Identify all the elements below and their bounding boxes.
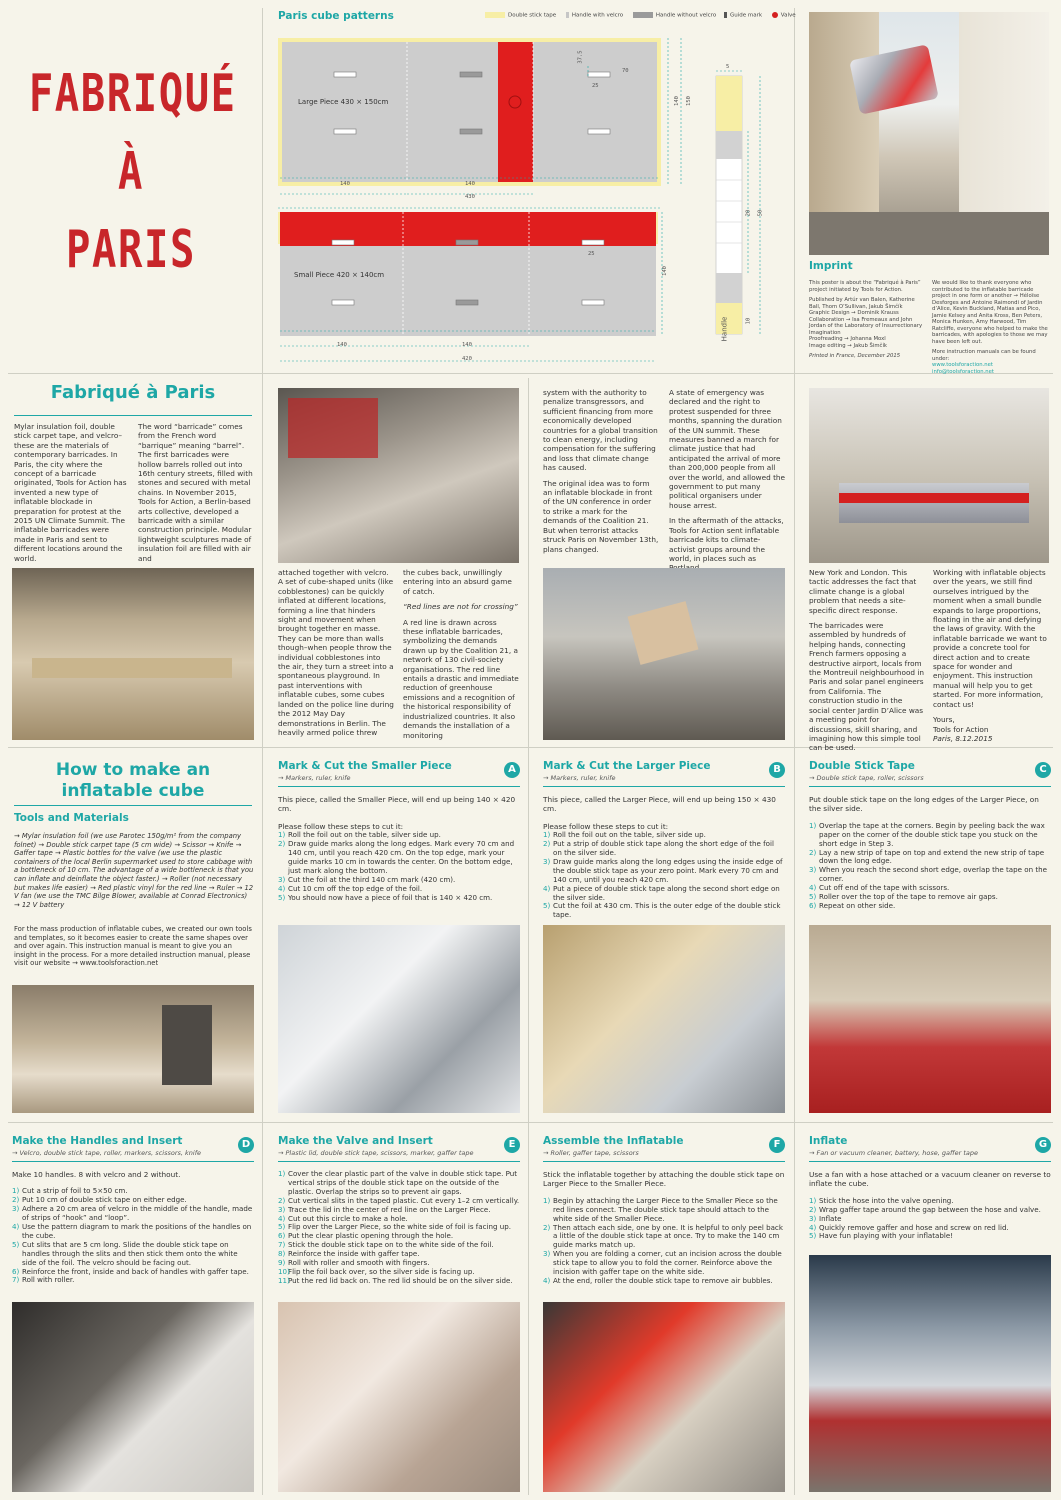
step-title: Double Stick Tape xyxy=(809,760,915,772)
large-piece-label: Large Piece 430 × 150cm xyxy=(298,98,389,106)
step-text: Use the pattern diagram to mark the positions of the handles on the cube. xyxy=(22,1222,252,1240)
dim-label: 140 xyxy=(337,342,347,348)
step-intro: This piece, called the Smaller Piece, will end up being 140 × 420 cm. xyxy=(278,795,516,814)
step-photo-e xyxy=(278,1302,520,1492)
imprint-left xyxy=(809,280,925,360)
large-piece xyxy=(282,42,657,182)
heading-rule xyxy=(543,786,785,787)
step-tools: → Velcro, double stick tape, roller, markers, scissors, knife xyxy=(12,1149,201,1157)
step-item xyxy=(278,840,520,876)
step-item xyxy=(809,1232,1051,1241)
step-list xyxy=(12,1187,254,1285)
small-piece xyxy=(280,246,656,336)
step-number: 6) xyxy=(278,1231,286,1241)
step-text: Put 10 cm of double stick tape on either edge. xyxy=(22,1195,187,1205)
step-badge: C xyxy=(1035,762,1051,778)
imprint-text: We would like to thank everyone who contributed to the inflatable barricade project in one form or another → Héloïse Desforges and Antoine Raimondi of Jardin d’Alice, Kevin Buckland, Matias and Pico, Jamie Kelsey and Anita Kross, Ben Peters, Monica Hunken, Amy Harwood, Tim Ratcliffe, everyone who helped to make the barricades, with apologies to those we may have been left out. xyxy=(932,280,1048,345)
step-photo-f xyxy=(543,1302,785,1492)
step-panel-g xyxy=(809,1135,1051,1241)
step-title: Make the Valve and Insert xyxy=(278,1135,433,1147)
heading-rule xyxy=(14,805,252,806)
tools-photo xyxy=(12,985,254,1113)
imprint-text: Proofreading → Johanna Moxl xyxy=(809,336,886,342)
step-item xyxy=(543,858,785,885)
intro-text: Working with inflatable objects over the years, we still find ourselves intrigued by the moment when a small bundle expands to large proportions, floating in the air and defying the laws of gravity. With the inflatable barricade we want to provide a concrete tool for direct action and to create space for wonder and enjoyment. This instruction manual will help you to get started. For more information, contact us! xyxy=(933,568,1047,709)
imprint-text: Printed in France, December 2015 xyxy=(809,353,901,359)
step-number: 1) xyxy=(809,1195,817,1205)
intro-quote: “Red lines are not for crossing” xyxy=(403,602,518,612)
step-tools: → Fan or vacuum cleaner, battery, hose, gaffer tape xyxy=(809,1149,979,1157)
step-text: Roller over the top of the tape to remove air gaps. xyxy=(819,892,998,902)
step-text: Roll the foil out on the table, silver side up. xyxy=(288,830,441,840)
step-text: Have fun playing with your inflatable! xyxy=(819,1231,954,1241)
step-text: Wrap gaffer tape around the gap between the hose and valve. xyxy=(819,1204,1041,1214)
legend-label: Handle with velcro xyxy=(571,12,624,19)
step-number: 9) xyxy=(278,1258,286,1268)
handle-tape-top xyxy=(716,76,742,131)
step-number: 11) xyxy=(278,1275,290,1285)
step-list xyxy=(809,822,1051,911)
step-panel-b xyxy=(543,760,785,920)
step-item xyxy=(543,1277,785,1286)
step-item xyxy=(12,1276,254,1285)
step-text: Put a strip of double stick tape along the short edge of the foil on the silver side. xyxy=(553,839,774,858)
step-text: Cut off end of the tape with scissors. xyxy=(819,883,950,893)
intro-text: Tools for Action xyxy=(933,724,989,734)
barricade-photo xyxy=(809,388,1049,563)
imprint-text: This poster is about the “Fabriqué à Paris” project initiated by Tools for Action. xyxy=(809,280,921,293)
intro-col-3a: attached together with velcro. A set of cube-shaped units (like cobblestones) can be quickly inflated at different locations, forming a line that hinders sight and movement when brought together en masse. They can be more than walls though–when people throw the individual cobblestones into the air, they turn a street into a spontaneous playground. In past interventions with inflatable cubes, some cubes landed on the police line during the 2012 May Day demonstrations in Berlin. The heavily armed police threw xyxy=(278,568,394,737)
step-text: Begin by attaching the Larger Piece to the Smaller Piece so the red lines connect. The double stick tape should attach to the white side of the Smaller Piece. xyxy=(553,1195,778,1223)
step-number: 1) xyxy=(543,830,551,840)
step-photo-a xyxy=(278,925,520,1113)
step-item xyxy=(278,1277,520,1286)
intro-text: A state of emergency was declared and the right to protest suspended for three months, spanning the duration of the UN summit. These measures banned a march for climate justice that had anticipated the arrival of more than 200,000 people from all over the world, and allowed the government to put many political organisers under house arrest. xyxy=(669,388,786,510)
legend-swatch xyxy=(485,12,505,18)
step-item xyxy=(543,902,785,920)
street-photo xyxy=(809,12,1049,255)
dim-label: 50 xyxy=(757,209,764,217)
step-number: 4) xyxy=(809,1222,817,1232)
dim-label: 20 xyxy=(745,209,752,217)
row-divider xyxy=(8,373,1053,374)
heading-rule xyxy=(543,1161,785,1162)
step-number: 1) xyxy=(278,830,286,840)
step-intro: Put double stick tape on the long edges of the Larger Piece, on the silver side. xyxy=(809,795,1039,814)
step-text: Cut 10 cm off the top edge of the foil. xyxy=(288,883,423,893)
step-text: Cut a strip of foil to 5×50 cm. xyxy=(22,1186,128,1196)
step-badge: B xyxy=(769,762,785,778)
step-number: 2) xyxy=(543,1222,551,1232)
banner xyxy=(288,398,378,458)
step-item xyxy=(809,822,1051,849)
intro-col-5 xyxy=(669,388,786,579)
heading-rule xyxy=(12,1161,254,1162)
column-divider xyxy=(794,8,795,1495)
dim-label: 70 xyxy=(622,68,629,74)
tools-heading: Tools and Materials xyxy=(14,812,129,824)
howto-heading: How to make an inflatable cube xyxy=(55,760,211,801)
step-number: 4) xyxy=(809,883,817,893)
poster-title xyxy=(0,55,262,289)
intro-text: A red line is drawn across these inflatable barricades, symbolizing the demands drawn up by the Coalition 21, a network of 130 civil-society organisations. The red line entails a drastic and immediate reduction of greenhouse emissions and a recognition of the historical responsibility of industrialized countries. It also demands the installation of a monitoring xyxy=(403,617,519,740)
step-title: Inflate xyxy=(809,1135,848,1147)
step-text: Cut out this circle to make a hole. xyxy=(288,1213,408,1223)
imprint-text: More instruction manuals can be found under: xyxy=(932,349,1036,362)
step-item xyxy=(12,1205,254,1223)
step-lead: Please follow these steps to cut it: xyxy=(278,821,404,831)
large-red-line xyxy=(498,42,533,182)
handle-velcro xyxy=(716,273,742,303)
step-number: 4) xyxy=(278,883,286,893)
row-divider xyxy=(8,1122,1053,1123)
shelf xyxy=(162,1005,212,1085)
step-badge: G xyxy=(1035,1137,1051,1153)
step-number: 4) xyxy=(543,1275,551,1285)
step-number: 1) xyxy=(278,1169,286,1178)
step-item xyxy=(278,1170,520,1197)
step-number: 5) xyxy=(543,901,551,911)
heading-rule xyxy=(278,1161,520,1162)
step-title: Mark & Cut the Larger Piece xyxy=(543,760,711,772)
intro-text: system with the authority to penalize transgressors, and sufficient financing from more economically developed countries for a global transition to clean energy, including compensation for the suffering and loss that climate change has caused. xyxy=(543,388,658,473)
dim-label: 150 xyxy=(685,96,692,106)
step-number: 4) xyxy=(278,1213,286,1223)
step-item xyxy=(809,1206,1051,1215)
step-badge: A xyxy=(504,762,520,778)
step-photo-b xyxy=(543,925,785,1113)
step-number: 3) xyxy=(809,865,817,875)
step-number: 2) xyxy=(809,847,817,857)
dim-label: 37.5 xyxy=(577,50,584,64)
step-number: 1) xyxy=(543,1195,551,1205)
patterns-heading: Paris cube patterns xyxy=(278,10,394,22)
step-number: 3) xyxy=(12,1204,20,1214)
step-item xyxy=(543,840,785,858)
step-tools: → Markers, ruler, knife xyxy=(278,774,351,782)
step-item xyxy=(543,1224,785,1251)
column-divider xyxy=(528,378,529,1495)
step-item xyxy=(809,866,1051,884)
dim-label: 140 xyxy=(465,181,475,187)
step-text: Stick the hose into the valve opening. xyxy=(819,1195,954,1205)
step-text: Put the red lid back on. The red lid should be on the silver side. xyxy=(288,1275,513,1285)
step-text: Put a piece of double stick tape along the second short edge on the silver side. xyxy=(553,883,780,902)
step-number: 3) xyxy=(278,874,286,884)
step-list xyxy=(278,831,520,902)
step-number: 6) xyxy=(12,1266,20,1276)
step-item xyxy=(809,849,1051,867)
website-link[interactable]: www.toolsforaction.net xyxy=(932,362,993,368)
dim-label: 140 xyxy=(661,266,668,276)
legend-swatch xyxy=(566,12,569,18)
title-line-2: À xyxy=(118,142,144,202)
dim-label: 140 xyxy=(340,181,350,187)
step-item xyxy=(543,885,785,903)
step-list xyxy=(543,1197,785,1286)
step-intro: Stick the inflatable together by attaching the double stick tape on Larger Piece to the Smaller Piece. xyxy=(543,1170,785,1189)
step-number: 7) xyxy=(12,1275,20,1285)
people-photo xyxy=(278,388,519,563)
step-photo-c xyxy=(809,925,1051,1113)
road xyxy=(809,212,1049,255)
step-text: Flip over the Larger Piece, so the white side of foil is facing up. xyxy=(288,1222,512,1232)
title-line-3: PARIS xyxy=(66,220,196,280)
step-number: 5) xyxy=(278,1222,286,1232)
step-text: Inflate xyxy=(819,1213,842,1223)
dim-label: 25 xyxy=(592,83,599,89)
step-number: 3) xyxy=(278,1204,286,1214)
step-text: Roll with roller. xyxy=(22,1275,75,1285)
step-text: When you reach the second short edge, overlap the tape on the corner. xyxy=(819,865,1047,884)
intro-text: Yours, xyxy=(933,715,955,725)
small-piece-label: Small Piece 420 × 140cm xyxy=(294,271,385,279)
step-number: 5) xyxy=(809,892,817,902)
step-panel-a xyxy=(278,760,520,902)
step-badge: E xyxy=(504,1137,520,1153)
step-text: You should now have a piece of foil that is 140 × 420 cm. xyxy=(288,892,493,902)
step-number: 3) xyxy=(543,1249,551,1259)
dim-label: 25 xyxy=(588,251,595,257)
step-number: 7) xyxy=(278,1240,286,1250)
intro-text: In the aftermath of the attacks, Tools for Action sent inflatable barricade kits to climate-activist groups around the world, in places such as xyxy=(669,516,784,563)
intro-col-7 xyxy=(933,568,1049,743)
step-item xyxy=(12,1241,254,1268)
legend-swatch xyxy=(633,12,653,18)
imprint-right xyxy=(932,280,1050,375)
step-text: At the end, roller the double stick tape to remove air bubbles. xyxy=(553,1275,773,1285)
step-text: Reinforce the inside with gaffer tape. xyxy=(288,1249,420,1259)
step-text: Cover the clear plastic part of the valve in double stick tape. Put vertical strips of the double stick tape on the outside of the plastic. Overlap the strips so to prevent air gaps. xyxy=(288,1169,518,1196)
table xyxy=(32,658,232,678)
step-number: 4) xyxy=(12,1222,20,1232)
step-text: Roll the foil out on the table, silver side up. xyxy=(553,830,706,840)
step-text: Quickly remove gaffer and hose and screw on red lid. xyxy=(819,1222,1009,1232)
step-text: Adhere a 20 cm area of velcro in the middle of the handle, made of strips of “hook” and “loop”. xyxy=(22,1204,253,1223)
step-text: Lay a new strip of tape on top and extend the new strip of tape down the long edge. xyxy=(819,847,1045,866)
legend-label: Guide mark xyxy=(729,12,763,19)
step-panel-f xyxy=(543,1135,785,1286)
email-link[interactable]: info@toolsforaction.net xyxy=(932,368,994,375)
step-photo-g xyxy=(809,1255,1051,1492)
step-number: 8) xyxy=(278,1249,286,1259)
step-photo-d xyxy=(12,1302,254,1492)
street-cart-photo xyxy=(543,568,785,740)
dim-label: 430 xyxy=(465,194,475,200)
imprint-text: Collaboration → Isa Fremeaux and John Jordan of the Laboratory of Insurrectionary Imagination xyxy=(809,316,923,336)
step-text: Cut the foil at the third 140 cm mark (420 cm). xyxy=(288,874,456,884)
tools-list: → Mylar insulation foil (we use Parotec 150g/m² from the company folnet) → Double stick carpet tape (5 cm wide) → Scissor → Knife → Gaffer tape → Plastic bottles for the valve (we use the plastic containers of the local Berlin supermarket used to store cabbage with a bottleneck of 10 cm. The advantage of a wide bottleneck is that you can inflate and deinflate the object faster.) → Roller (not necessary but makes life easier) → Red plastic vinyl for the red line → Ruler → 12 V fan (we use the TMC Bilge Blower, available at Conrad Electronics) → 12 V battery xyxy=(14,832,254,909)
intro-text: the cubes back, unwillingly entering into an absurd game of catch. xyxy=(403,568,512,596)
intro-text: New York and London. This tactic addresses the fact that climate change is a global problem that needs a site-specific direct response. xyxy=(809,568,917,615)
step-tools: → Roller, gaffer tape, scissors xyxy=(543,1149,639,1157)
step-text: Flip the foil back over, so the silver side is facing up. xyxy=(288,1266,475,1276)
dim-label: 10 xyxy=(745,317,752,325)
step-item xyxy=(12,1223,254,1241)
step-text: Repeat on other side. xyxy=(819,900,896,910)
imprint-text: Image editing → Jakub Šimčík xyxy=(809,342,887,349)
step-badge: F xyxy=(769,1137,785,1153)
step-number: 5) xyxy=(278,892,286,902)
column-divider xyxy=(262,8,263,1495)
step-title: Make the Handles and Insert xyxy=(12,1135,183,1147)
step-text: Cut the foil at 430 cm. This is the outer edge of the double stick tape. xyxy=(553,901,781,920)
handle-velcro xyxy=(716,131,742,159)
legend-swatch xyxy=(724,12,727,18)
step-number: 2) xyxy=(278,839,286,849)
step-text: When you are folding a corner, cut an incision across the double stick tape to allow you to fold the corner. Reinforce above the incision with gaffer tape on the white side. xyxy=(553,1249,782,1277)
step-text: Then attach each side, one by one. It is helpful to only peel back a little of the double stick tape at once. Try to make the 140 cm guide marks match up. xyxy=(553,1222,783,1250)
step-text: Draw guide marks along the long edges. Mark every 70 cm and 140 cm, until you reach 420 cm. On the top edge, mark your guide marks 10 cm in towards the center. On the bottom edge, just mark along the bottom. xyxy=(288,839,515,875)
step-intro: This piece, called the Larger Piece, will end up being 150 × 430 cm. xyxy=(543,795,776,814)
intro-text: Paris, 8.12.2015 xyxy=(933,733,993,743)
legend-label: Handle without velcro xyxy=(655,12,717,19)
intro-heading: Fabriqué à Paris xyxy=(50,382,216,403)
dim-label: 5 xyxy=(726,64,730,70)
step-text: Cut slits that are 5 cm long. Slide the double stick tape on handles through the slits and then stick them onto the white side of the foil. The velcro should be facing out. xyxy=(22,1239,238,1267)
step-text: Overlap the tape at the corners. Begin by peeling back the wax paper on the corner of the double stick tape you stuck on the short edge in Step 3. xyxy=(819,820,1045,848)
step-number: 10) xyxy=(278,1266,290,1276)
step-item xyxy=(809,902,1051,911)
step-badge: D xyxy=(238,1137,254,1153)
pattern-diagram xyxy=(270,28,790,373)
workshop-photo xyxy=(12,568,254,740)
cubes xyxy=(839,483,1029,523)
step-number: 4) xyxy=(543,883,551,893)
step-number: 2) xyxy=(543,839,551,849)
step-text: Cut vertical slits in the taped plastic. Cut every 1–2 cm vertically. xyxy=(288,1195,520,1205)
imprint-text: Graphic Design → Dominik Krauss xyxy=(809,310,899,316)
step-text: Put the clear plastic opening through the hole. xyxy=(288,1231,454,1241)
step-number: 5) xyxy=(12,1239,20,1249)
step-text: Draw guide marks along the long edges using the inside edge of the double stick tape as your zero point. Mark every 70 cm and 140 cm, until you reach 420 cm. xyxy=(553,856,783,884)
step-panel-c xyxy=(809,760,1051,911)
tools-text: For the mass production of inflatable cubes, we created our own tools and templates, so it becomes easier to create the same shapes over and over again. This instruction manual is meant to give you an insight in the process. For a more detailed instruction manual, please visit our website → www.toolsforaction.net xyxy=(14,925,252,968)
dim-label: 420 xyxy=(462,356,472,362)
step-text: Stick the double stick tape on to the white side of the foil. xyxy=(288,1240,494,1250)
step-number: 1) xyxy=(809,820,817,830)
legend-label: Double stick tape xyxy=(508,12,557,19)
step-number: 2) xyxy=(12,1195,20,1205)
intro-text: The barricades were assembled by hundreds of helping hands, connecting French farmers opposing a destructive airport, locals from the Montreuil neighbourhood in Paris and solar panel engineers from California. The construction studio in the social center Jardin D’Alice was a meeting point for discussions, skill sharing, and imagining how this simple tool can be used. xyxy=(809,621,925,753)
step-text: Trace the lid in the center of red line on the Larger Piece. xyxy=(288,1204,491,1214)
step-item xyxy=(543,1197,785,1224)
intro-col-4 xyxy=(543,388,660,560)
intro-col-1: Mylar insulation foil, double stick carpet tape, and velcro–these are the materials of contemporary barricades. In Paris, the city where the concept of a barricade originated, Tools for Action has invented a new type of inflatable blockade in preparation for protest at the 2015 UN Climate Summit. The inflatable barricades were made in Paris and sent to different locations around the world. xyxy=(14,422,127,563)
imprint-heading: Imprint xyxy=(809,260,853,272)
step-item xyxy=(543,1250,785,1277)
step-number: 6) xyxy=(809,900,817,910)
title-line-1: FABRIQUÉ xyxy=(28,64,237,124)
legend-label: Valve xyxy=(780,12,796,19)
step-title: Assemble the Inflatable xyxy=(543,1135,684,1147)
step-list xyxy=(809,1197,1051,1242)
step-number: 5) xyxy=(809,1231,817,1241)
step-item xyxy=(278,894,520,903)
step-panel-e xyxy=(278,1135,520,1286)
step-number: 1) xyxy=(12,1186,20,1196)
step-intro: Make 10 handles. 8 with velcro and 2 without. xyxy=(12,1170,181,1179)
legend xyxy=(485,12,796,19)
intro-col-6 xyxy=(809,568,925,759)
step-number: 2) xyxy=(809,1204,817,1214)
intro-col-2: The word “barricade” comes from the French word “barrique” meaning “barrel”. The first barricades were hollow barrels rolled out into 16th century streets, filled with stones and secured with metal chains. In November 2015, Tools for Action, a Berlin-based arts collective, developed a barricade with a similar construction principle. Modular lightweight sculptures made of insulation foil are filled with air and xyxy=(138,422,253,563)
step-text: Reinforce the front, inside and back of handles with gaffer tape. xyxy=(22,1266,249,1276)
step-tools: → Markers, ruler, knife xyxy=(543,774,616,782)
step-number: 3) xyxy=(543,856,551,866)
step-text: Roll with roller and smooth with fingers. xyxy=(288,1258,430,1268)
heading-rule xyxy=(278,786,520,787)
heading-rule xyxy=(14,415,252,416)
intro-col-3 xyxy=(403,568,519,746)
step-list xyxy=(278,1170,520,1286)
step-intro: Use a fan with a hose attached or a vacuum cleaner on reverse to inflate the cube. xyxy=(809,1170,1051,1189)
step-list xyxy=(543,831,785,920)
heading-rule xyxy=(809,786,1051,787)
handle-label: Handle xyxy=(720,316,729,342)
step-panel-d xyxy=(12,1135,254,1285)
red-line xyxy=(839,493,1029,503)
step-tools: → Double stick tape, roller, scissors xyxy=(809,774,924,782)
step-lead: Please follow these steps to cut it: xyxy=(543,821,669,831)
step-number: 3) xyxy=(809,1213,817,1223)
imprint-text: Published by Artúr van Balen, Katherine Ball, Thom O’Sullivan, Jakub Šimčík xyxy=(809,297,915,310)
heading-rule xyxy=(809,1161,1051,1162)
box xyxy=(628,601,699,665)
dim-label: 140 xyxy=(673,96,680,106)
dim-label: 140 xyxy=(462,342,472,348)
legend-swatch xyxy=(772,12,778,18)
step-title: Mark & Cut the Smaller Piece xyxy=(278,760,452,772)
step-tools: → Plastic lid, double stick tape, scissors, marker, gaffer tape xyxy=(278,1149,474,1157)
step-number: 2) xyxy=(278,1195,286,1205)
intro-text: The original idea was to form an inflatable blockade in front of the UN conference in order to strike a mark for the demands of the Coalition 21. But when terrorist attacks struck Paris on November 13th, plans changed. xyxy=(543,478,659,554)
